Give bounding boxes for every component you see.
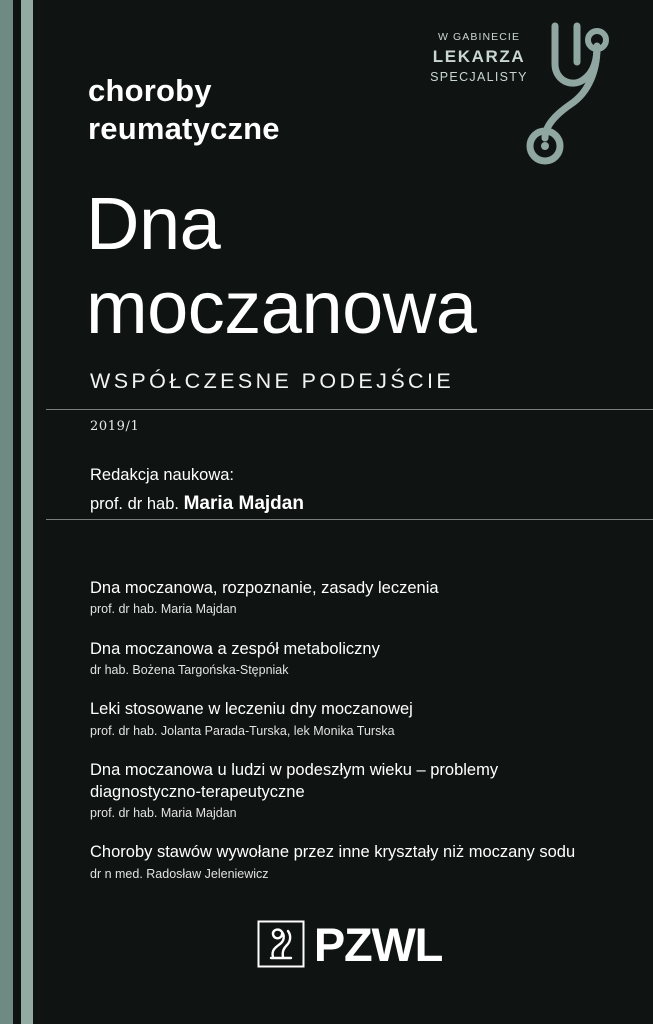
chapter-title: Choroby stawów wywołane przez inne kryształy niż moczany sodu (90, 843, 576, 862)
pzwl-logo-icon (257, 920, 305, 968)
divider-top (46, 409, 653, 410)
editor-line (90, 489, 304, 520)
publisher-logo (46, 917, 653, 971)
editor-label: Redakcja naukowa: (90, 466, 235, 484)
list-item (90, 760, 613, 821)
book-title-line1: Dna (86, 182, 221, 265)
series-badge-line3: SPECJALISTY (430, 70, 528, 85)
chapter-title: Dna moczanowa u ludzi w podeszłym wieku – problemy diagnostyczno-terapeutyczne (90, 761, 499, 801)
series-title-line2: reumatyczne (88, 110, 280, 146)
series-title-line1: choroby (88, 73, 212, 108)
spine-gap-1 (13, 0, 21, 1024)
chapter-author: dr n med. Radosław Jeleniewicz (90, 866, 269, 881)
chapter-title: Dna moczanowa, rozpoznanie, zasady leczenia (90, 579, 439, 597)
chapter-title: Leki stosowane w leczeniu dny moczanowej (90, 700, 413, 719)
list-item (90, 578, 613, 618)
editor-block (90, 462, 304, 519)
chapter-author: prof. dr hab. Maria Majdan (90, 805, 237, 820)
chapter-author: prof. dr hab. Jolanta Parada-Turska, lek Monika Turska (90, 723, 395, 738)
chapter-author: prof. dr hab. Maria Majdan (90, 602, 237, 617)
editor-prefix: prof. dr hab. (90, 494, 179, 513)
spine-gap-2 (33, 0, 46, 1024)
contents-list (90, 578, 613, 903)
book-title-line2: moczanowa (86, 265, 477, 349)
chapter-title: Dna moczanowa a zespół metaboliczny (90, 639, 380, 658)
list-item (90, 699, 613, 739)
spine-stripe-light (21, 0, 33, 1024)
series-badge-line1: W GABINECIE (437, 31, 521, 43)
chapter-author: dr hab. Bożena Targońska-Stępniak (90, 663, 289, 678)
spine-stripe-dark (0, 0, 13, 1024)
editor-name: Maria Majdan (183, 492, 304, 514)
book-title (86, 182, 477, 349)
cover-content (46, 0, 653, 1024)
list-item (90, 842, 613, 882)
stethoscope-icon (515, 18, 627, 168)
book-subtitle: WSPÓŁCZESNE PODEJŚCIE (90, 369, 455, 393)
issue-number: 2019/1 (90, 419, 140, 434)
series-badge-line2: LEKARZA (432, 46, 526, 66)
publisher-name: PZWL (313, 917, 443, 971)
divider-bottom (46, 519, 653, 520)
cover-spine-stripes (0, 0, 46, 1024)
series-badge (419, 18, 629, 168)
series-title (88, 72, 280, 148)
list-item (90, 639, 613, 679)
